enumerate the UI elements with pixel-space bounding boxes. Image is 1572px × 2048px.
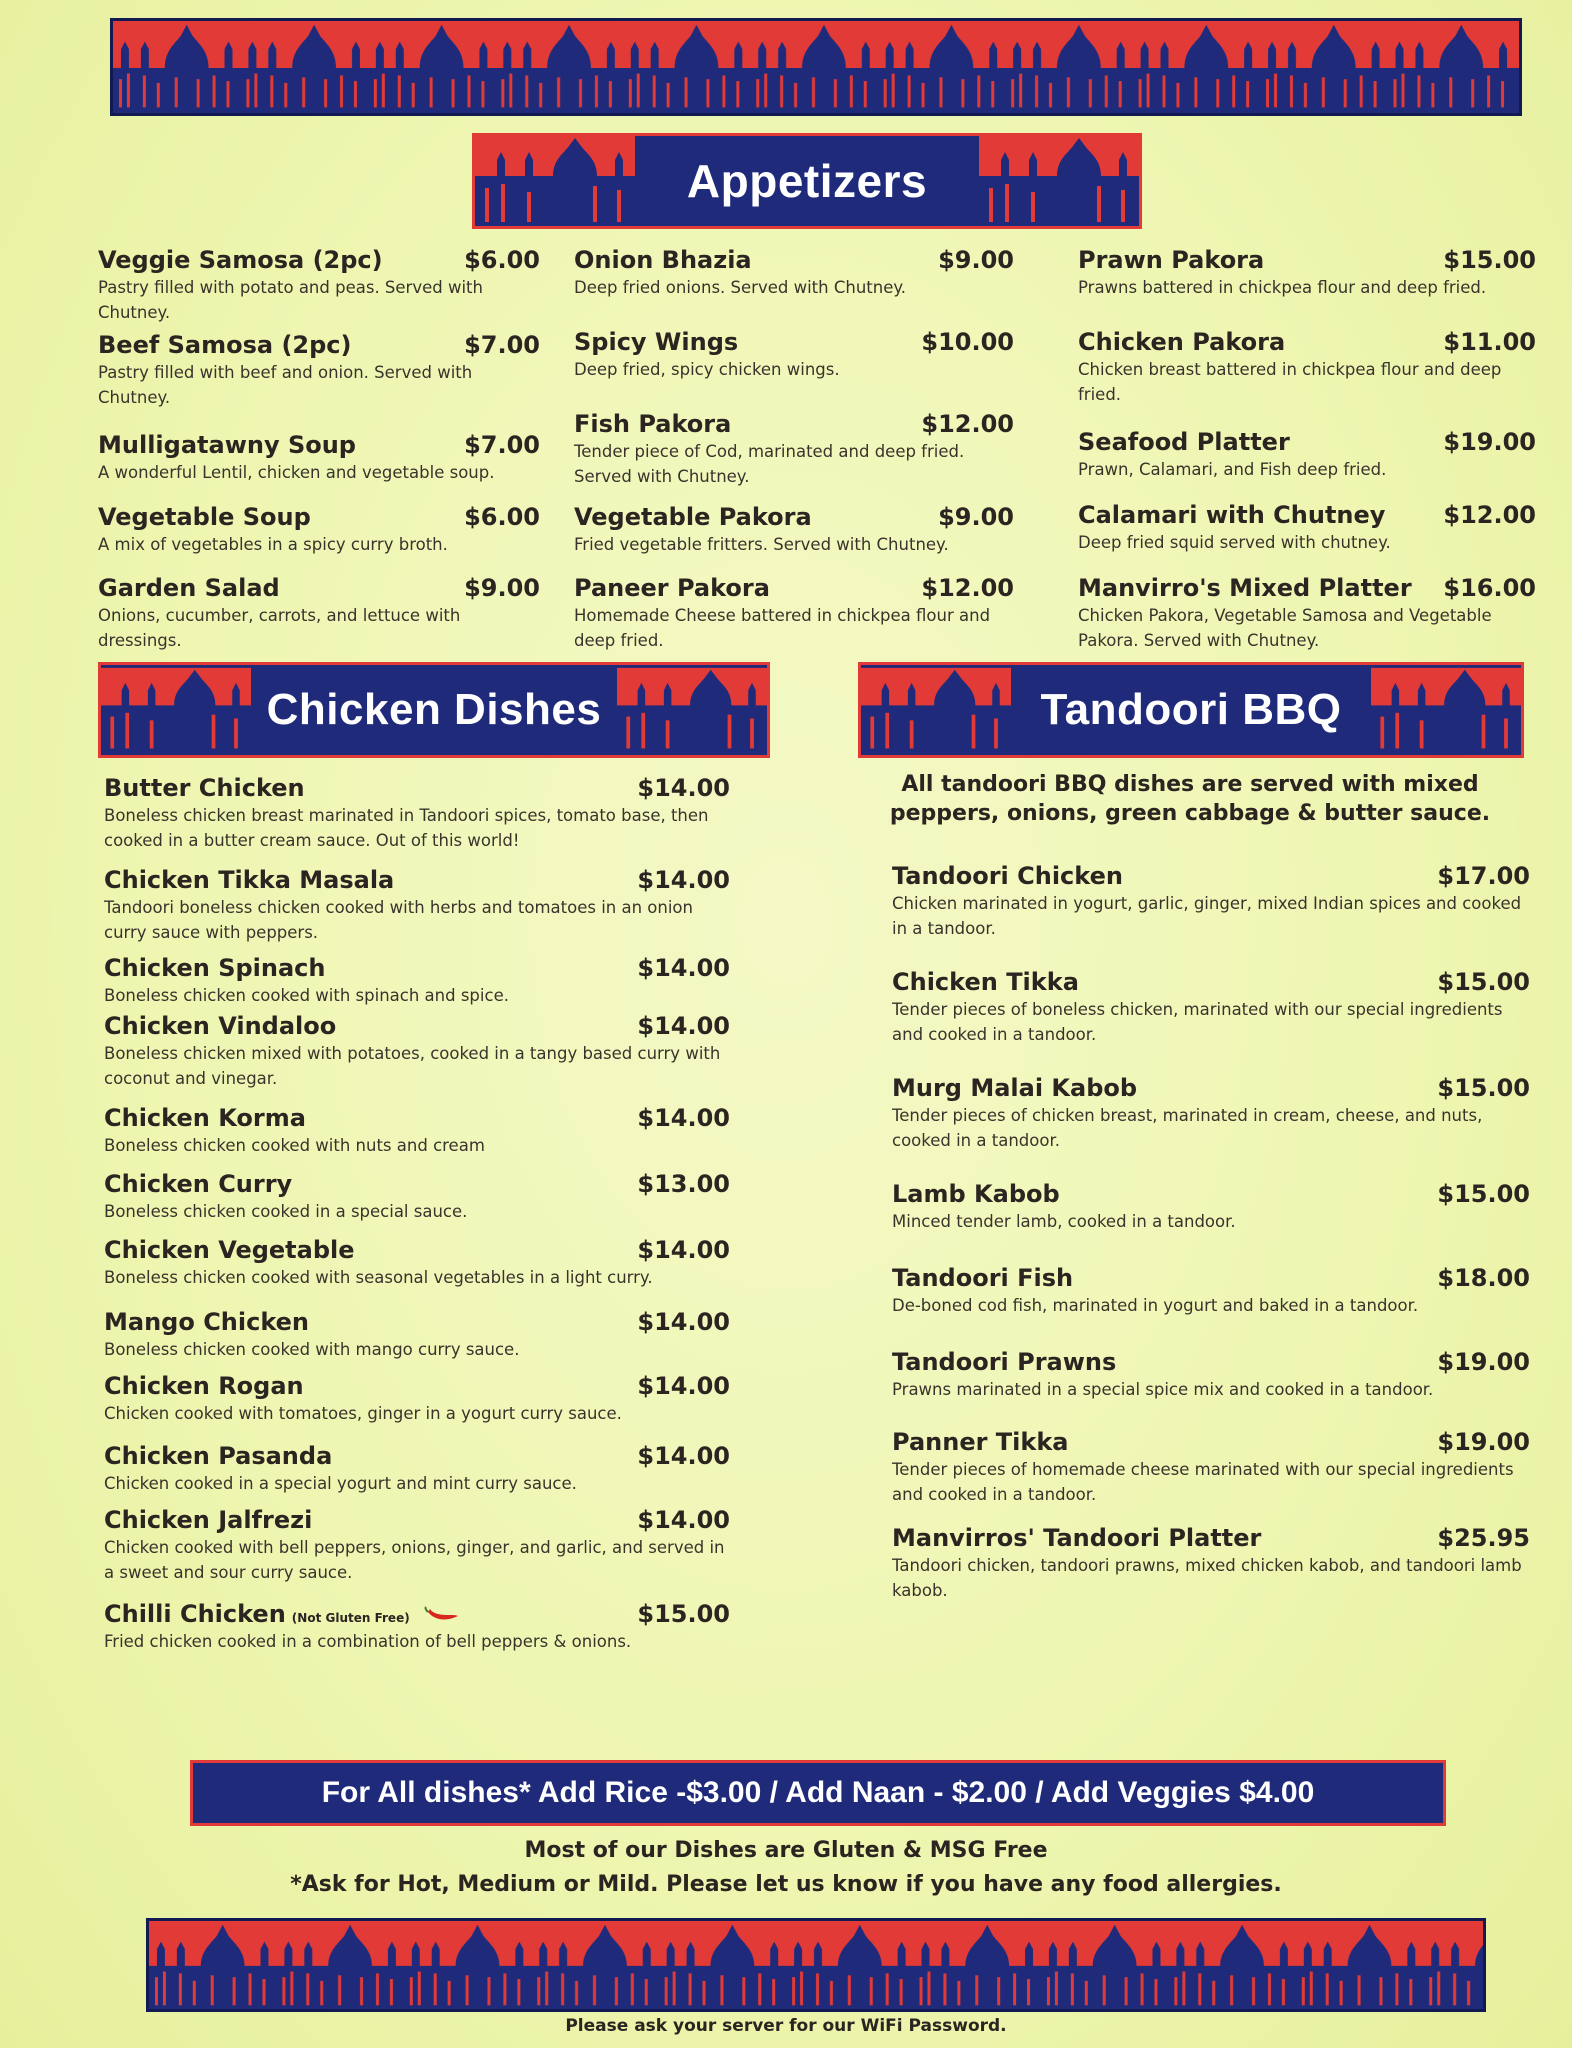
- item-description: Fried chicken cooked in a combination of bell peppers & onions.: [104, 1632, 632, 1651]
- item-price: $9.00: [938, 503, 1014, 531]
- menu-item: [104, 1506, 730, 1585]
- item-name: Murg Malai Kabob: [892, 1074, 1138, 1102]
- taj-mahal-pattern-icon: [149, 1921, 1483, 2009]
- item-price: $13.00: [637, 1170, 730, 1198]
- menu-item: [892, 968, 1530, 1047]
- item-name-group: [104, 1600, 462, 1628]
- taj-mahal-icon: [101, 665, 251, 755]
- menu-item: [574, 410, 1014, 489]
- item-name: Chicken Vindaloo: [104, 1012, 337, 1040]
- menu-item: [574, 574, 1014, 653]
- item-price: $9.00: [938, 246, 1014, 274]
- item-name: Chicken Jalfrezi: [104, 1506, 313, 1534]
- menu-item: [104, 1600, 730, 1654]
- item-price: $15.00: [1437, 968, 1530, 996]
- item-description: Deep fried onions. Served with Chutney.: [574, 278, 907, 297]
- item-price: $6.00: [464, 246, 540, 274]
- item-name: Chicken Curry: [104, 1170, 293, 1198]
- menu-item: [104, 954, 730, 1008]
- menu-item: [98, 503, 540, 557]
- item-description: Boneless chicken breast marinated in Tandoori spices, tomato base, then cooked in a butter cream sauce. Out of this world!: [104, 806, 709, 850]
- tandoori-bbq-banner: [858, 662, 1524, 758]
- item-description: Pastry filled with beef and onion. Served with Chutney.: [98, 363, 473, 407]
- item-name: Chicken Vegetable: [104, 1236, 355, 1264]
- item-description: Fried vegetable fritters. Served with Chutney.: [574, 535, 949, 554]
- item-description: A wonderful Lentil, chicken and vegetable soup.: [98, 463, 495, 482]
- item-price: $19.00: [1437, 1428, 1530, 1456]
- item-price: $15.00: [1443, 246, 1536, 274]
- item-name: Manvirros' Tandoori Platter: [892, 1524, 1262, 1552]
- item-price: $12.00: [1443, 501, 1536, 529]
- item-price: $10.00: [921, 328, 1014, 356]
- menu-item: [104, 1104, 730, 1158]
- item-name: Fish Pakora: [574, 410, 732, 438]
- menu-item: [98, 431, 540, 485]
- item-price: $14.00: [637, 774, 730, 802]
- menu-item: [104, 1372, 730, 1426]
- item-name: Chicken Tikka Masala: [104, 866, 395, 894]
- item-description: De-boned cod fish, marinated in yogurt and baked in a tandoor.: [892, 1296, 1419, 1315]
- item-name: Tandoori Prawns: [892, 1348, 1117, 1376]
- item-name: Butter Chicken: [104, 774, 305, 802]
- item-price: $12.00: [921, 574, 1014, 602]
- chicken-dishes-banner: [98, 662, 770, 758]
- item-price: $14.00: [637, 1442, 730, 1470]
- wifi-note: Please ask your server for our WiFi Password.: [565, 2016, 1007, 2036]
- menu-item: [104, 1308, 730, 1362]
- item-name: Beef Samosa (2pc): [98, 331, 352, 359]
- item-description: Minced tender lamb, cooked in a tandoor.: [892, 1212, 1236, 1231]
- item-price: $14.00: [637, 1308, 730, 1336]
- item-name: Paneer Pakora: [574, 574, 770, 602]
- item-description: Tandoori chicken, tandoori prawns, mixed chicken kabob, and tandoori lamb kabob.: [892, 1556, 1522, 1600]
- appetizers-title: Appetizers: [686, 155, 928, 207]
- menu-item: [892, 1264, 1530, 1318]
- item-price: $19.00: [1437, 1348, 1530, 1376]
- taj-mahal-icon: [1371, 665, 1521, 755]
- item-price: $15.00: [1437, 1180, 1530, 1208]
- menu-item: [104, 1012, 730, 1091]
- item-price: $6.00: [464, 503, 540, 531]
- menu-item: [574, 503, 1014, 557]
- menu-item: [892, 1074, 1530, 1153]
- item-name: Chicken Spinach: [104, 954, 326, 982]
- item-price: $14.00: [637, 1372, 730, 1400]
- item-description: Onions, cucumber, carrots, and lettuce with dressings.: [98, 606, 461, 650]
- item-price: $14.00: [637, 866, 730, 894]
- item-name: Chilli Chicken: [104, 1600, 286, 1628]
- item-description: Boneless chicken mixed with potatoes, cooked in a tangy based curry with coconut and vinegar.: [104, 1044, 721, 1088]
- item-description: Boneless chicken cooked with spinach and spice.: [104, 986, 509, 1005]
- item-description: Deep fried squid served with chutney.: [1078, 533, 1391, 552]
- item-price: $14.00: [637, 954, 730, 982]
- item-name: Garden Salad: [98, 574, 280, 602]
- gluten-note: (Not Gluten Free): [291, 1611, 410, 1625]
- item-description: Prawns marinated in a special spice mix and cooked in a tandoor.: [892, 1380, 1434, 1399]
- item-description: Chicken cooked in a special yogurt and mint curry sauce.: [104, 1474, 577, 1493]
- item-description: Chicken marinated in yogurt, garlic, ginger, mixed Indian spices and cooked in a tandoor.: [892, 894, 1522, 938]
- menu-item: [104, 866, 730, 945]
- item-description: Tender piece of Cod, marinated and deep fried. Served with Chutney.: [574, 442, 965, 486]
- tandoori-intro-text: All tandoori BBQ dishes are served with mixed peppers, onions, green cabbage & butter sauce.: [889, 772, 1491, 826]
- item-name: Vegetable Soup: [98, 503, 311, 531]
- item-description: Tender pieces of boneless chicken, marinated with our special ingredients and cooked in a tandoor.: [892, 1000, 1503, 1044]
- item-description: Chicken cooked with tomatoes, ginger in a yogurt curry sauce.: [104, 1404, 622, 1423]
- item-name: Lamb Kabob: [892, 1180, 1060, 1208]
- taj-mahal-pattern-icon: [113, 21, 1519, 113]
- item-name: Chicken Rogan: [104, 1372, 304, 1400]
- menu-item: [1078, 328, 1536, 407]
- menu-item: [104, 1170, 730, 1224]
- item-name: Seafood Platter: [1078, 428, 1290, 456]
- item-name: Mango Chicken: [104, 1308, 310, 1336]
- taj-mahal-icon: [617, 665, 767, 755]
- top-border-decoration: [110, 18, 1522, 116]
- taj-mahal-icon: [475, 136, 635, 226]
- item-name: Tandoori Fish: [892, 1264, 1074, 1292]
- menu-item: [892, 1524, 1530, 1603]
- item-name: Prawn Pakora: [1078, 246, 1265, 274]
- chili-pepper-icon: [424, 1606, 462, 1624]
- item-name: Onion Bhazia: [574, 246, 752, 274]
- item-name: Chicken Pakora: [1078, 328, 1286, 356]
- menu-item: [892, 1348, 1530, 1402]
- menu-item: [1078, 246, 1536, 300]
- item-name: Chicken Pasanda: [104, 1442, 333, 1470]
- menu-item: [574, 246, 1014, 300]
- item-description: Chicken breast battered in chickpea flour and deep fried.: [1078, 360, 1502, 404]
- item-name: Veggie Samosa (2pc): [98, 246, 383, 274]
- item-description: Boneless chicken cooked with mango curry sauce.: [104, 1340, 520, 1359]
- item-description: Tender pieces of chicken breast, marinated in cream, cheese, and nuts, cooked in a tandoor.: [892, 1106, 1483, 1150]
- item-price: $7.00: [464, 431, 540, 459]
- item-price: $14.00: [637, 1236, 730, 1264]
- menu-item: [1078, 574, 1536, 653]
- item-name: Vegetable Pakora: [574, 503, 812, 531]
- spice-allergy-note: *Ask for Hot, Medium or Mild. Please let us know if you have any food allergies.: [290, 1872, 1282, 1897]
- item-description: Boneless chicken cooked in a special sauce.: [104, 1202, 468, 1221]
- item-description: Tender pieces of homemade cheese marinated with our special ingredients and cooked in a tandoor.: [892, 1460, 1514, 1504]
- item-price: $12.00: [921, 410, 1014, 438]
- item-description: Prawn, Calamari, and Fish deep fried.: [1078, 460, 1387, 479]
- item-name: Chicken Korma: [104, 1104, 306, 1132]
- tandoori-bbq-title: Tandoori BBQ: [1040, 685, 1342, 734]
- menu-item: [104, 1442, 730, 1496]
- menu-item: [892, 1428, 1530, 1507]
- item-description: Chicken Pakora, Vegetable Samosa and Vegetable Pakora. Served with Chutney.: [1078, 606, 1492, 650]
- menu-item: [104, 774, 730, 853]
- item-price: $15.00: [1437, 1074, 1530, 1102]
- item-price: $11.00: [1443, 328, 1536, 356]
- bottom-border-decoration: [146, 1918, 1486, 2012]
- item-description: Deep fried, spicy chicken wings.: [574, 360, 840, 379]
- item-description: A mix of vegetables in a spicy curry broth.: [98, 535, 448, 554]
- item-price: $15.00: [637, 1600, 730, 1628]
- item-name: Manvirro's Mixed Platter: [1078, 574, 1412, 602]
- taj-mahal-icon: [979, 136, 1139, 226]
- menu-item: [892, 862, 1530, 941]
- menu-item: [98, 331, 540, 410]
- item-description: Chicken cooked with bell peppers, onions, ginger, and garlic, and served in a sweet and sour curry sauce.: [104, 1538, 725, 1582]
- taj-mahal-icon: [861, 665, 1011, 755]
- item-price: $14.00: [637, 1104, 730, 1132]
- menu-item: [1078, 428, 1536, 482]
- chicken-dishes-title: Chicken Dishes: [266, 685, 602, 734]
- gluten-msg-note: Most of our Dishes are Gluten & MSG Free: [524, 1838, 1048, 1863]
- item-name: Calamari with Chutney: [1078, 501, 1386, 529]
- item-price: $17.00: [1437, 862, 1530, 890]
- item-name: Mulligatawny Soup: [98, 431, 356, 459]
- item-description: Boneless chicken cooked with seasonal vegetables in a light curry.: [104, 1268, 653, 1287]
- item-name: Tandoori Chicken: [892, 862, 1123, 890]
- menu-item: [98, 574, 540, 653]
- menu-item: [104, 1236, 730, 1290]
- item-description: Boneless chicken cooked with nuts and cream: [104, 1136, 485, 1155]
- item-price: $25.95: [1437, 1524, 1530, 1552]
- item-price: $7.00: [464, 331, 540, 359]
- menu-item: [892, 1180, 1530, 1234]
- item-price: $16.00: [1443, 574, 1536, 602]
- item-price: $18.00: [1437, 1264, 1530, 1292]
- item-description: Pastry filled with potato and peas. Served with Chutney.: [98, 278, 483, 322]
- item-name: Panner Tikka: [892, 1428, 1069, 1456]
- item-name: Chicken Tikka: [892, 968, 1079, 996]
- appetizers-banner: [472, 133, 1142, 229]
- item-price: $9.00: [464, 574, 540, 602]
- item-price: $14.00: [637, 1506, 730, 1534]
- item-price: $19.00: [1443, 428, 1536, 456]
- item-name: Spicy Wings: [574, 328, 739, 356]
- item-description: Tandoori boneless chicken cooked with herbs and tomatoes in an onion curry sauce with peppers.: [104, 898, 693, 942]
- item-price: $14.00: [637, 1012, 730, 1040]
- item-description: Homemade Cheese battered in chickpea flour and deep fried.: [574, 606, 991, 650]
- addons-banner: For All dishes* Add Rice -$3.00 / Add Naan - $2.00 / Add Veggies $4.00: [190, 1760, 1446, 1826]
- menu-item: [1078, 501, 1536, 555]
- menu-item: [574, 328, 1014, 382]
- menu-item: [98, 246, 540, 325]
- item-description: Prawns battered in chickpea flour and deep fried.: [1078, 278, 1487, 297]
